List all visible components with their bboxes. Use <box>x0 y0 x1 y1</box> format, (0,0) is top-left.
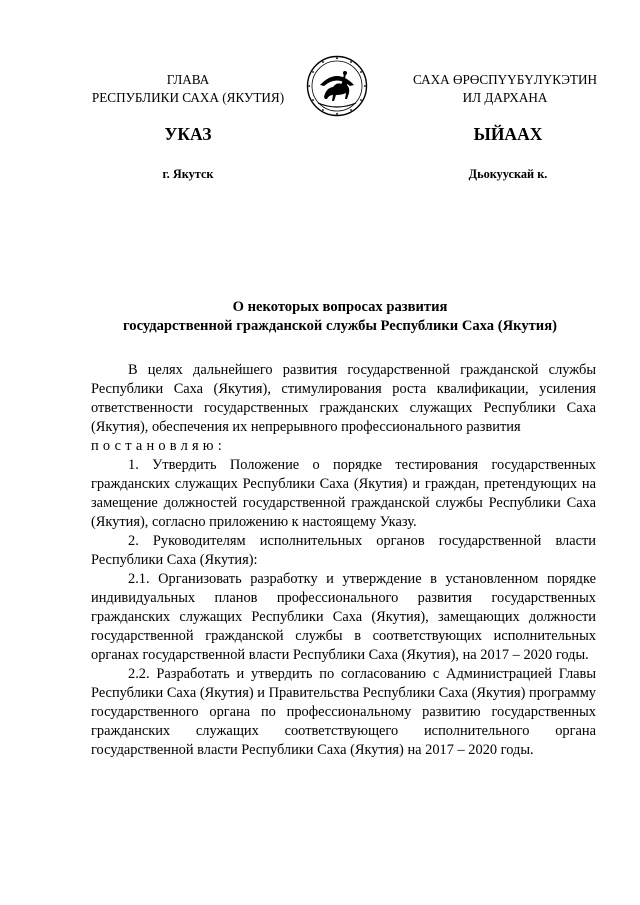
issuer-left-line1: ГЛАВА <box>166 72 210 87</box>
issuer-right-line2: ИЛ ДАРХАНА <box>462 90 548 105</box>
intro-paragraph: В целях дальнейшего развития государственной гражданской службы Республики Саха (Якутия), стимулирования роста квалификации, усиления ответственности государственных гражданских служащих Республики Саха (Якутия), обеспечения их непрерывного профессионального развития <box>91 362 596 435</box>
decree-label-right: ЫЙААХ <box>473 124 543 144</box>
issuer-right <box>383 71 627 107</box>
sakha-coat-of-arms-icon <box>306 55 368 117</box>
paragraph-2: 2. Руководителям исполнительных органов государственной власти Республики Саха (Якутия): <box>91 533 596 568</box>
issuer-left-line2: РЕСПУБЛИКИ САХА (ЯКУТИЯ) <box>91 90 285 105</box>
issuer-left <box>70 71 306 107</box>
document-title <box>60 298 620 335</box>
paragraph-2-1: 2.1. Организовать разработку и утверждение в установленном порядке индивидуальных планов профессионального развития государственных гражданских служащих Республики Саха (Якутия), замещающих должности государственной гражданской службы в соответствующих исполнительных органах государственной власти Республики Саха (Якутия), на 2017 – 2020 годы. <box>91 571 596 663</box>
decree-label-left: УКАЗ <box>164 124 212 144</box>
title-line-1: О некоторых вопросах развития <box>232 299 448 315</box>
issuer-right-line1: САХА ӨРӨСПҮҮБҮЛҮКЭТИН <box>412 72 598 87</box>
postanovlyayu-text: постановляю: <box>91 438 226 454</box>
city-label-left: г. Якутск <box>162 167 214 181</box>
title-line-2: государственной гражданской службы Республики Саха (Якутия) <box>123 317 557 334</box>
paragraph-2-2: 2.2. Разработать и утвердить по согласованию с Администрацией Главы Республики Саха (Якутия) и Правительства Республики Саха (Якутия) программу государственного органа по профессиональному развитию государственных гражданских служащих соответствующего исполнительного органа государственной власти Республики Саха (Якутия) на 2017 – 2020 годы. <box>91 666 596 758</box>
city-label-right: Дьокуускай к. <box>468 167 548 181</box>
document-body <box>91 361 596 760</box>
paragraph-1: 1. Утвердить Положение о порядке тестирования государственных гражданских служащих Республики Саха (Якутия) и граждан, претендующих на замещение должностей государственной гражданской службы Республики Саха (Якутия), согласно приложению к настоящему Указу. <box>91 457 596 530</box>
